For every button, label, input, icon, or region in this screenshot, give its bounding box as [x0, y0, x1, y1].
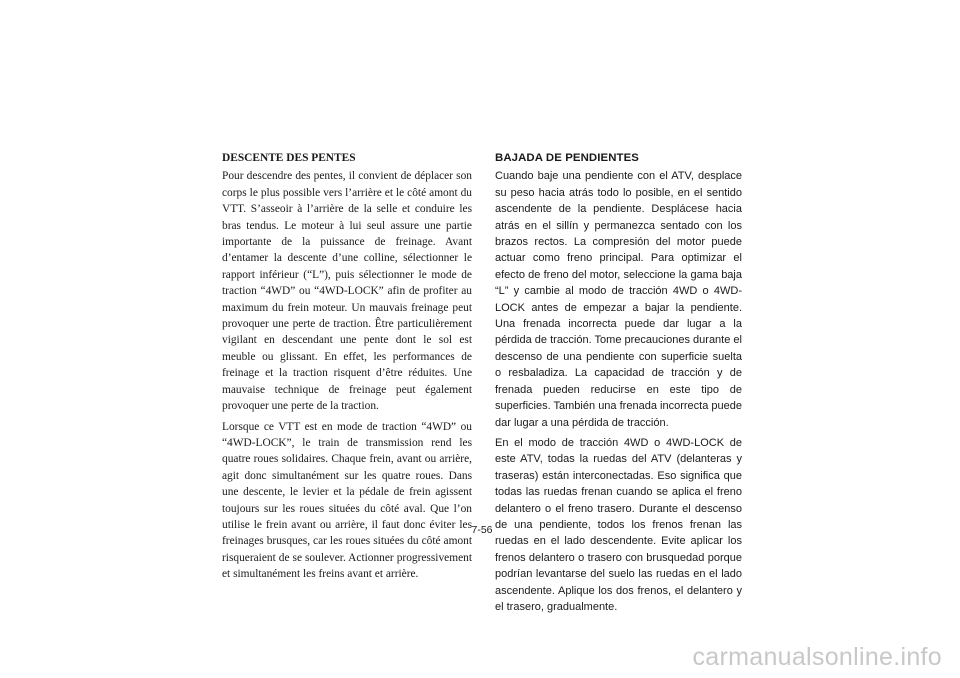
spanish-paragraph-1: Cuando baje una pendiente con el ATV, desplace su peso hacia atrás todo lo posible, en el sentido ascendente de la pendiente. Desplácese hacia atrás en el sillín y permanezca sentado con los brazos rectos. La compresión del motor puede actuar como freno principal. Para optimizar el efecto de freno del motor, seleccione la gama baja “L” y cambie al modo de tracción 4WD o 4WD-LOCK antes de empezar a bajar la pendiente. Una frenada incorrecta puede dar lugar a la pérdida de tracción. Tome precauciones durante el descenso de una pendiente con superficie suelta o resbaladiza. La capacidad de tracción y de frenada pueden reducirse en este tipo de superficies. También una frenada incorrecta puede dar lugar a una pérdida de tracción. — [495, 170, 742, 429]
french-column — [222, 150, 472, 587]
french-heading: DESCENTE DES PENTES — [222, 152, 356, 164]
watermark-text[interactable]: carmanualsonline.info — [692, 643, 942, 671]
page-number: 7-56 — [471, 524, 493, 536]
spanish-column — [495, 150, 742, 619]
spanish-heading: BAJADA DE PENDIENTES — [495, 152, 639, 164]
french-paragraph-1: Pour descendre des pentes, il convient de déplacer son corps le plus possible vers l’arrière et le côté amont du VTT. S’asseoir à l’arrière de la selle et conduire les bras tendus. Le moteur à lui seul assure une partie importante de la puissance de freinage. Avant d’entamer la descente d’une colline, sélectionner le rapport inférieur (“L”), puis sélectionner le mode de traction “4WD” ou “4WD-LOCK” afin de profiter au maximum du frein moteur. Un mauvais freinage peut provoquer une perte de traction. Être particulièrement vigilant en descendant une pente dont le sol est meuble ou glissant. En effet, les performances de freinage et la traction risquent d’être réduites. Une mauvaise technique de freinage peut également provoquer une perte de la traction. — [222, 170, 472, 413]
spanish-paragraph-2: En el modo de tracción 4WD o 4WD-LOCK de este ATV, todas la ruedas del ATV (delanteras y traseras) están interconectadas. Eso significa que todas las ruedas frenan cuando se aplica el freno delantero o el freno trasero. Durante el descenso de una pendiente, todos los frenos frenan las ruedas en el lado descendente. Evite aplicar los frenos delantero o trasero con brusquedad porque podrían levantarse del suelo las ruedas en el lado ascendente. Aplique los dos frenos, el delantero y el trasero, gradualmente. — [495, 436, 742, 613]
french-paragraph-2: Lorsque ce VTT est en mode de traction “4WD” ou “4WD-LOCK”, le train de transmission rend les quatre roues solidaires. Chaque frein, avant ou arrière, agit donc simultanément sur les quatre roues. Dans une descente, le levier et la pédale de frein agissent toujours sur les roues situées du côté aval. Que l’on utilise le frein avant ou arrière, il faut donc éviter les freinages brusques, car les roues situées du côté amont risqueraient de se soulever. Actionner progressivement et simultanément les freins avant et arrière. — [222, 420, 472, 581]
